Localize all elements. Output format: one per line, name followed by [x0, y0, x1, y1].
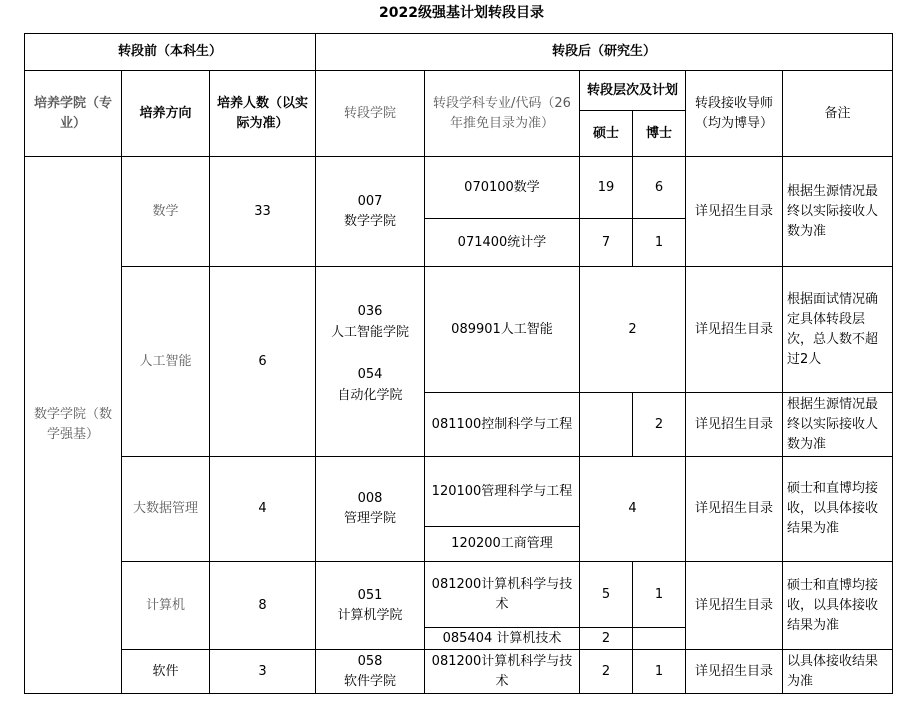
major-software: 081200计算机科学与技术 [425, 650, 580, 694]
count-math: 33 [210, 157, 316, 267]
count-ai: 6 [210, 267, 316, 457]
note-cs: 硕士和直博均接收，以具体接收结果为准 [783, 562, 893, 650]
major-ai: 089901人工智能 [425, 267, 580, 393]
col-major: 转段学科专业/代码（26年推免目录为准） [425, 71, 580, 157]
major-control: 081100控制科学与工程 [425, 393, 580, 457]
col-college: 培养学院（专业） [25, 71, 122, 157]
master-software: 2 [580, 650, 633, 694]
table-row [25, 157, 893, 219]
transfer-college-ai-1: 036 人工智能学院 [330, 304, 409, 340]
phd-computer-tech [633, 628, 686, 650]
plan-ai: 2 [580, 267, 686, 393]
supervisor-bigdata: 详见招生目录 [686, 457, 783, 562]
master-control [580, 393, 633, 457]
master-statistics: 7 [580, 219, 633, 267]
direction-cs: 计算机 [122, 562, 210, 650]
direction-bigdata: 大数据管理 [122, 457, 210, 562]
header-row-columns [25, 71, 893, 111]
table-row [25, 562, 893, 628]
col-direction: 培养方向 [122, 71, 210, 157]
note-control: 根据生源情况最终以实际接收人数为准 [783, 393, 893, 457]
direction-ai: 人工智能 [122, 267, 210, 457]
note-software: 以具体接收结果为准 [783, 650, 893, 694]
supervisor-ai: 详见招生目录 [686, 267, 783, 393]
plan-bigdata: 4 [580, 457, 686, 562]
count-software: 3 [210, 650, 316, 694]
supervisor-control: 详见招生目录 [686, 393, 783, 457]
transfer-college-math: 007 数学学院 [316, 157, 425, 267]
table-row [25, 650, 893, 694]
count-cs: 8 [210, 562, 316, 650]
note-bigdata: 硕士和直博均接收，以具体接收结果为准 [783, 457, 893, 562]
master-math: 19 [580, 157, 633, 219]
major-business-admin: 120200工商管理 [425, 527, 580, 562]
major-statistics: 071400统计学 [425, 219, 580, 267]
transfer-catalog-table [24, 33, 893, 694]
note-ai: 根据面试情况确定具体转段层次，总人数不超过2人 [783, 267, 893, 393]
direction-software: 软件 [122, 650, 210, 694]
supervisor-math: 详见招生目录 [686, 157, 783, 267]
transfer-college-ai [316, 267, 425, 457]
col-phd: 博士 [633, 111, 686, 157]
note-math: 根据生源情况最终以实际接收人数为准 [783, 157, 893, 267]
college-cell: 数学学院（数学强基） [25, 157, 122, 694]
master-cs: 5 [580, 562, 633, 628]
transfer-college-cs: 051 计算机学院 [316, 562, 425, 650]
header-before: 转段前（本科生） [25, 34, 316, 71]
major-cs: 081200计算机科学与技术 [425, 562, 580, 628]
header-row-group [25, 34, 893, 71]
table-row [25, 457, 893, 527]
major-management-science: 120100管理科学与工程 [425, 457, 580, 527]
transfer-college-bigdata: 008 管理学院 [316, 457, 425, 562]
page-title: 2022级强基计划转段目录 [379, 5, 544, 21]
phd-control: 2 [633, 393, 686, 457]
col-transfer-college: 转段学院 [316, 71, 425, 157]
col-note: 备注 [783, 71, 893, 157]
col-level: 转段层次及计划 [580, 71, 686, 111]
phd-software: 1 [633, 650, 686, 694]
major-math: 070100数学 [425, 157, 580, 219]
col-count: 培养人数（以实际为准） [210, 71, 316, 157]
header-after: 转段后（研究生） [316, 34, 893, 71]
transfer-college-software: 058 软件学院 [316, 650, 425, 694]
count-bigdata: 4 [210, 457, 316, 562]
col-master: 硕士 [580, 111, 633, 157]
supervisor-software: 详见招生目录 [686, 650, 783, 694]
supervisor-cs: 详见招生目录 [686, 562, 783, 650]
table-row [25, 267, 893, 393]
phd-statistics: 1 [633, 219, 686, 267]
col-supervisor: 转段接收导师（均为博导） [686, 71, 783, 157]
phd-math: 6 [633, 157, 686, 219]
transfer-college-ai-2: 054 自动化学院 [337, 367, 403, 403]
phd-cs: 1 [633, 562, 686, 628]
major-computer-tech: 085404 计算机技术 [425, 628, 580, 650]
direction-math: 数学 [122, 157, 210, 267]
master-computer-tech: 2 [580, 628, 633, 650]
